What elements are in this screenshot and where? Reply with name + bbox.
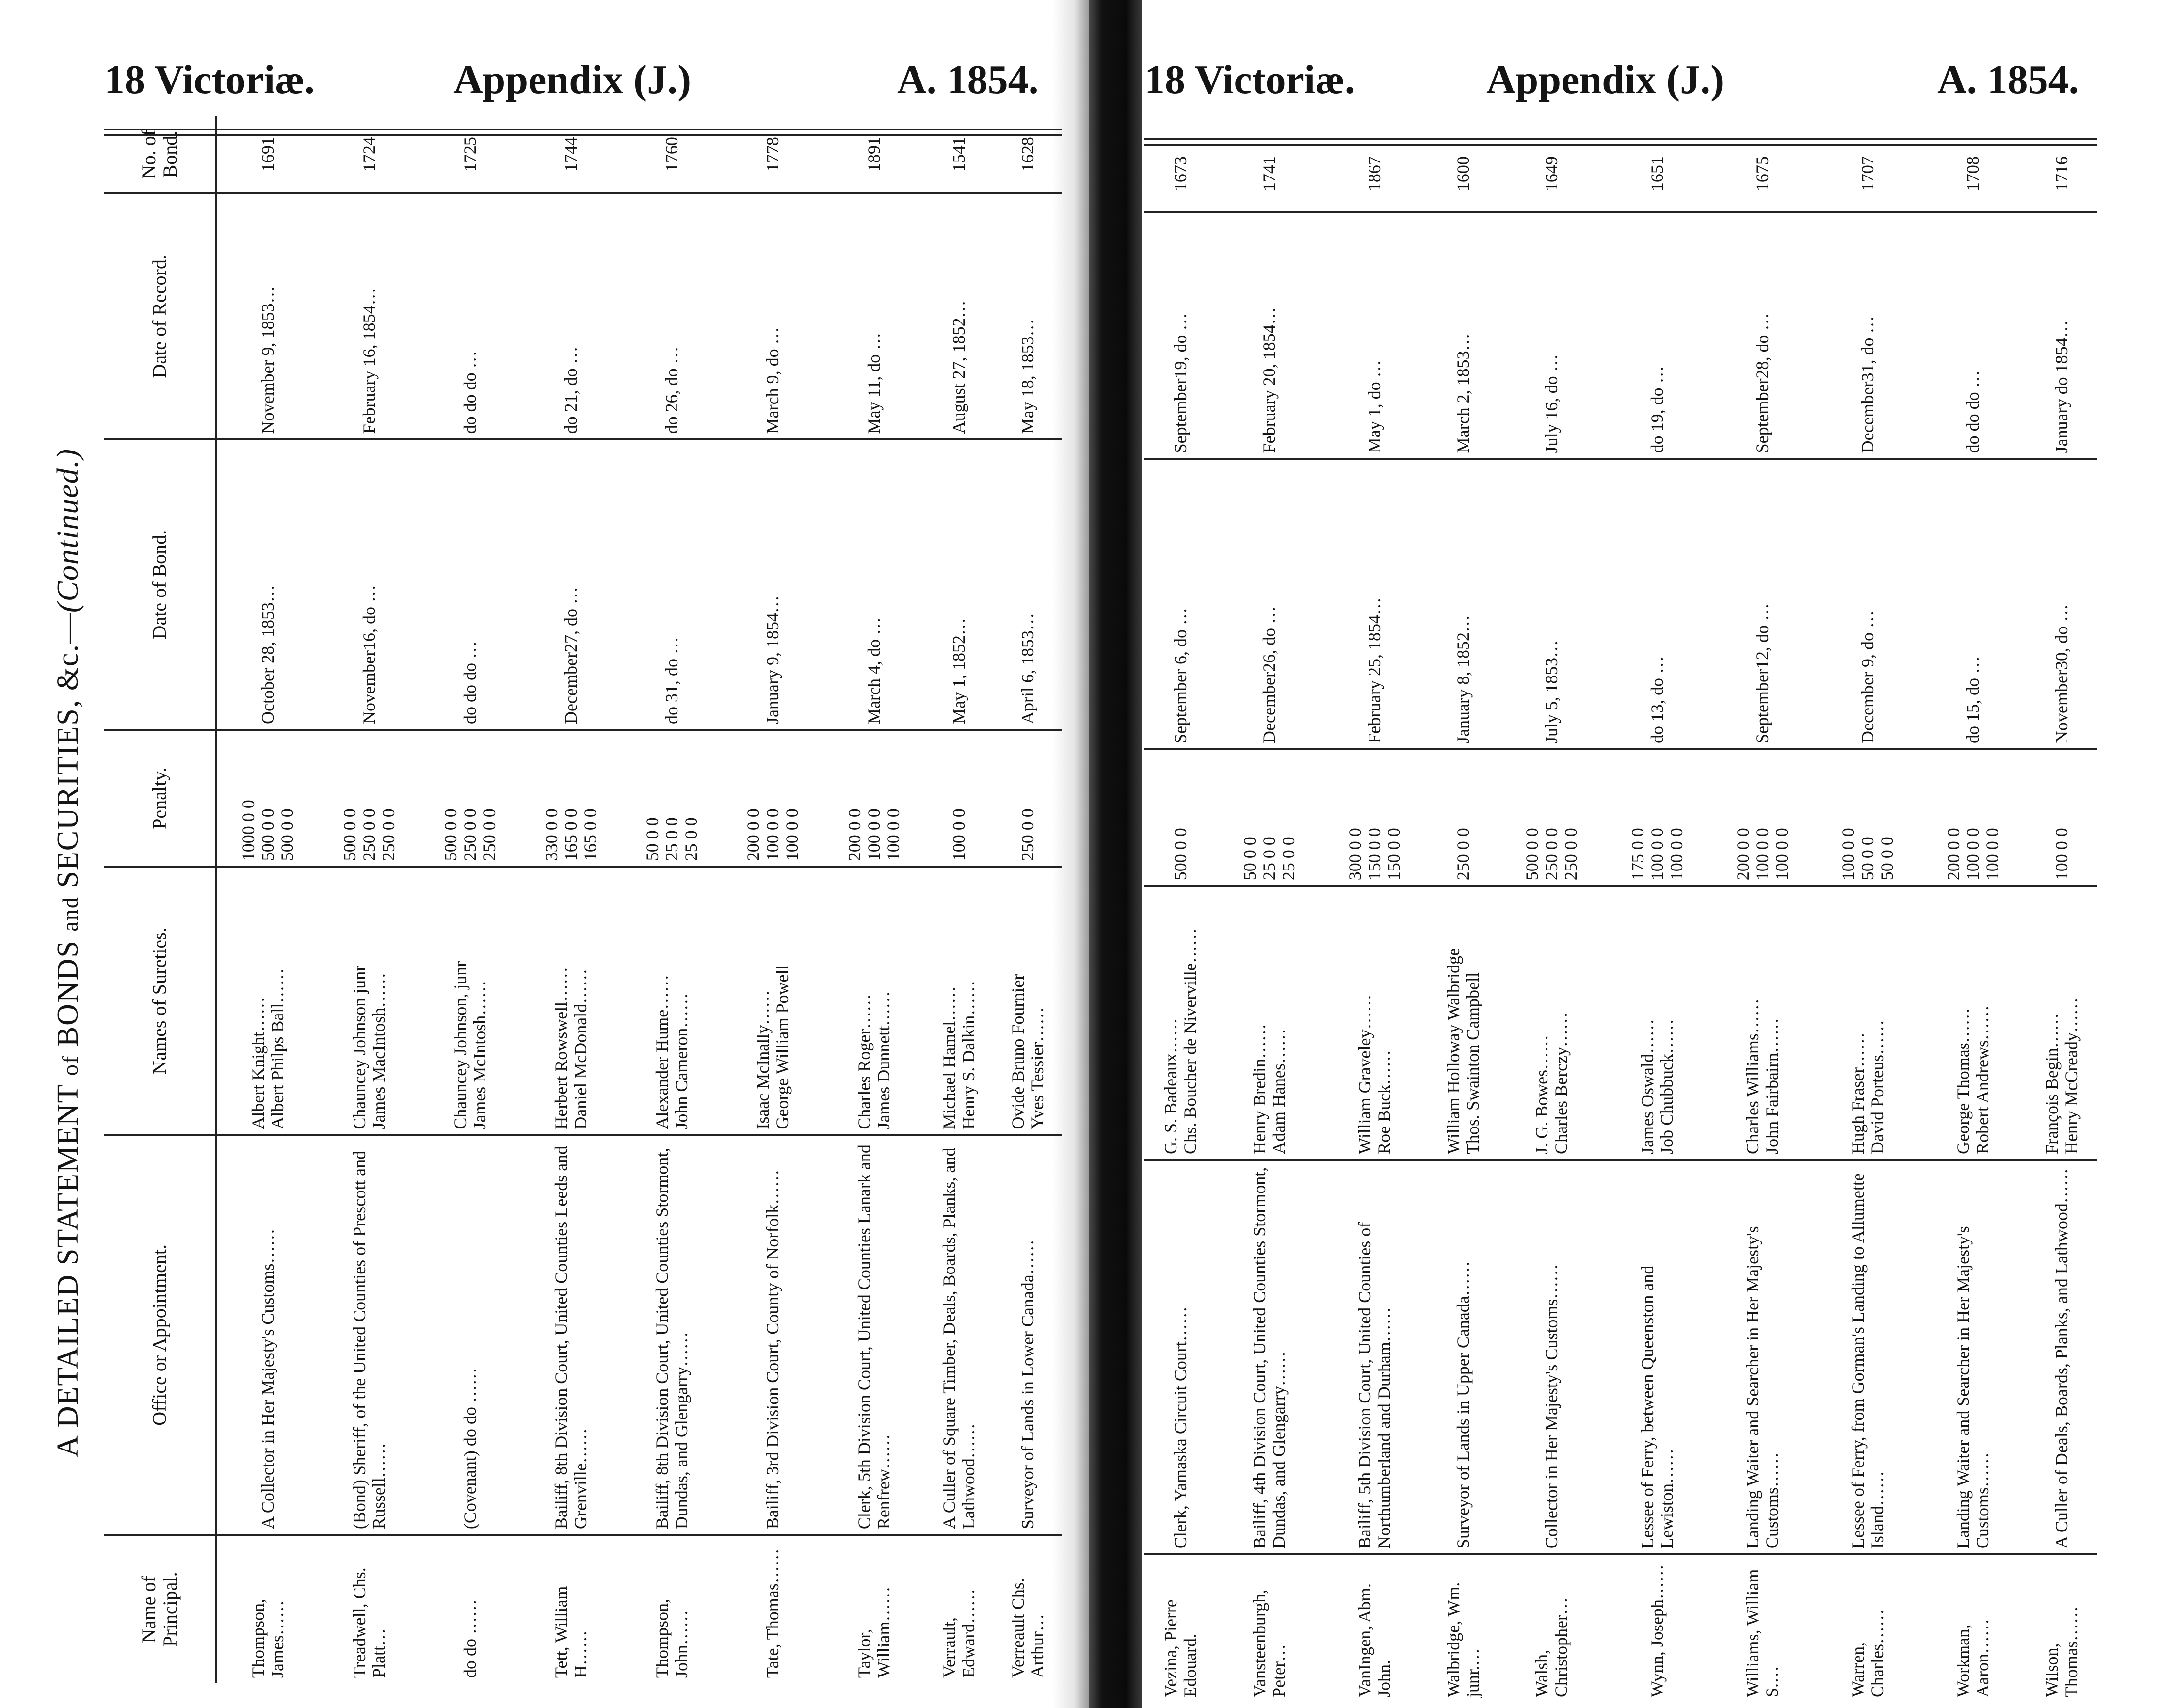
date-of-record: March 9, do … <box>722 193 823 439</box>
surety-name: James Oswald…… <box>1637 1018 1657 1154</box>
col-penalty: Penalty. <box>104 730 216 867</box>
penalty-amount: 150 0 0 <box>1364 828 1384 881</box>
penalty-amount: 200 0 0 <box>1733 828 1753 881</box>
office-appointment: (Bond) Sheriff, of the United Counties of Prescott and Russell…… <box>319 1135 419 1535</box>
col-date-bond: Date of Bond. <box>104 439 216 730</box>
penalty-amount: 100 0 0 <box>1752 828 1772 881</box>
penalty-amount: 200 0 0 <box>1944 828 1964 881</box>
date-of-bond: May 1, 1852… <box>924 439 993 730</box>
penalty-amount: 300 0 0 <box>1345 828 1365 881</box>
surety-name: Henry S. Dalkin…… <box>958 980 978 1129</box>
penalty-amount: 25 0 0 <box>1278 837 1298 881</box>
table-row <box>823 116 924 1683</box>
principal-name: Walbridge, Wm. junr.… <box>1427 1554 1499 1702</box>
penalty-amount: 100 0 0 <box>2051 828 2071 881</box>
surety-name: Chauncey Johnson junr <box>349 965 369 1129</box>
surety-name: George William Powell <box>773 965 792 1129</box>
penalty-amount: 500 0 0 <box>1171 828 1191 881</box>
date-of-bond: do 15, do … <box>1920 459 2026 749</box>
table-row <box>216 116 319 1683</box>
penalty-cell <box>216 730 319 867</box>
col-sureties: Names of Sureties. <box>104 867 216 1135</box>
date-of-record: September28, do … <box>1709 212 1815 459</box>
principal-name: Warren, Charles…… <box>1815 1554 1920 1702</box>
bond-number: 1600 <box>1453 156 1473 192</box>
date-of-bond: November16, do … <box>319 439 419 730</box>
penalty-amount: 25 0 0 <box>1259 837 1279 881</box>
bond-number: 1891 <box>864 137 884 172</box>
date-of-bond: do do do … <box>419 439 520 730</box>
penalty-amount: 250 0 0 <box>378 808 398 861</box>
sureties-cell <box>1427 886 1499 1160</box>
bond-number: 1716 <box>2051 156 2071 192</box>
table-row <box>621 116 722 1683</box>
right-header-session: 18 Victoriæ. <box>1144 57 1355 102</box>
principal-name: do do …… <box>419 1535 520 1683</box>
principal-name: Verrault, Edward…… <box>924 1535 993 1683</box>
date-of-record: do do do … <box>1920 212 2026 459</box>
statement-title: A DETAILED STATEMENT of BONDS and SECURITIES, &c.—(Continued.) <box>51 448 84 1457</box>
penalty-amount: 500 0 0 <box>1522 828 1542 881</box>
surety-name: James McIntosh…… <box>469 980 489 1129</box>
date-of-bond: December26, do … <box>1216 459 1321 749</box>
penalty-amount: 500 0 0 <box>277 808 297 861</box>
surety-name: John Fairbairn…… <box>1762 1017 1782 1154</box>
date-of-bond: do 31, do … <box>621 439 722 730</box>
date-of-record: May 11, do … <box>823 193 924 439</box>
table-row <box>1499 136 1604 1702</box>
table-row <box>520 116 621 1683</box>
penalty-cell <box>1144 749 1216 886</box>
sureties-cell <box>1216 886 1321 1160</box>
surety-name: Roe Buck…… <box>1374 1049 1394 1154</box>
penalty-amount: 25 0 0 <box>662 817 682 861</box>
right-header-year: A. 1854. <box>1937 57 2079 102</box>
table-row <box>1144 136 1216 1702</box>
office-appointment: Lessee of Ferry, from Gorman's Landing to Allumette Island…… <box>1815 1160 1920 1554</box>
office-appointment: Bailiff, 4th Division Court, United Counties Stormont, Dundas, and Glengarry…… <box>1216 1160 1321 1554</box>
penalty-amount: 500 0 0 <box>258 808 277 861</box>
table-row <box>2026 136 2097 1702</box>
book-spine <box>1089 0 1142 1708</box>
penalty-cell <box>621 730 722 867</box>
surety-name: Charles Roger…… <box>854 994 874 1129</box>
principal-name: Tett, William H…… <box>520 1535 621 1683</box>
table-row <box>319 116 419 1683</box>
sureties-cell <box>621 867 722 1135</box>
bond-number: 1741 <box>1259 156 1279 192</box>
sureties-cell <box>520 867 621 1135</box>
surety-name: James MacIntosh…… <box>369 972 388 1129</box>
penalty-cell <box>1499 749 1604 886</box>
sureties-cell <box>1920 886 2026 1160</box>
penalty-amount: 200 0 0 <box>844 808 864 861</box>
sureties-cell <box>924 867 993 1135</box>
date-of-bond: do 13, do … <box>1604 459 1709 749</box>
penalty-amount: 100 0 0 <box>1772 828 1791 881</box>
office-appointment: Collector in Her Majesty's Customs…… <box>1499 1160 1604 1554</box>
surety-name: Hugh Fraser…… <box>1848 1032 1868 1154</box>
date-of-record: do 21, do … <box>520 193 621 439</box>
penalty-amount: 200 0 0 <box>743 808 763 861</box>
penalty-cell <box>1604 749 1709 886</box>
date-of-record: August 27, 1852… <box>924 193 993 439</box>
penalty-amount: 50 0 0 <box>643 817 662 861</box>
date-of-bond: July 5, 1853… <box>1499 459 1604 749</box>
penalty-amount: 100 0 0 <box>1838 828 1858 881</box>
table-row <box>1709 136 1815 1702</box>
table-row <box>1427 136 1499 1702</box>
date-of-bond: January 9, 1854… <box>722 439 823 730</box>
principal-name: Thompson, John…… <box>621 1535 722 1683</box>
office-appointment: Lessee of Ferry, between Queenston and Lewiston…… <box>1604 1160 1709 1554</box>
office-appointment: Bailiff, 5th Division Court, United Counties of Northumberland and Durham…… <box>1321 1160 1427 1554</box>
date-of-record: February 16, 1854… <box>319 193 419 439</box>
date-of-record: January do 1854… <box>2026 212 2097 459</box>
surety-name: James Dunnett…… <box>873 991 893 1129</box>
office-appointment: A Culler of Deals, Boards, Planks, and Lathwood…… <box>2026 1160 2097 1554</box>
penalty-amount: 250 0 0 <box>1017 808 1037 861</box>
principal-name: Walsh, Christopher… <box>1499 1554 1604 1702</box>
penalty-cell <box>1427 749 1499 886</box>
penalty-cell <box>319 730 419 867</box>
bond-number: 1651 <box>1647 156 1667 192</box>
penalty-amount: 175 0 0 <box>1627 828 1647 881</box>
surety-name: John Cameron…… <box>672 993 692 1129</box>
penalty-cell <box>823 730 924 867</box>
sureties-cell <box>216 867 319 1135</box>
surety-name: Chauncey Johnson, junr <box>450 961 470 1129</box>
left-bonds-table-page <box>104 116 1062 1683</box>
office-appointment: Bailiff, 8th Division Court, United Counties Leeds and Grenville…… <box>520 1135 621 1535</box>
table-row <box>993 116 1062 1683</box>
penalty-amount: 1000 0 0 <box>238 800 258 861</box>
penalty-amount: 100 0 0 <box>949 808 968 861</box>
left-header-year: A. 1854. <box>897 57 1039 102</box>
table-header-row <box>104 116 216 1683</box>
bond-number: 1628 <box>1017 137 1037 172</box>
date-of-record: December31, do … <box>1815 212 1920 459</box>
bond-number: 1725 <box>460 137 480 172</box>
surety-name: G. S. Badeaux…… <box>1161 1018 1181 1154</box>
penalty-amount: 100 0 0 <box>1963 828 1983 881</box>
office-appointment: A Collector in Her Majesty's Customs…… <box>216 1135 319 1535</box>
bond-number: 1760 <box>662 137 682 172</box>
surety-name: Isaac McInally…… <box>753 990 773 1129</box>
office-appointment: Landing Waiter and Searcher in Her Majesty's Customs…… <box>1920 1160 2026 1554</box>
office-appointment: Surveyor of Lands in Upper Canada…… <box>1427 1160 1499 1554</box>
principal-name: Workman, Aaron…… <box>1920 1554 2026 1702</box>
office-appointment: (Covenant) do do …… <box>419 1135 520 1535</box>
date-of-bond: March 4, do … <box>823 439 924 730</box>
surety-name: Thos. Swainton Campbell <box>1463 972 1482 1154</box>
right-bonds-table <box>1144 136 2097 1702</box>
surety-name: Charles Williams…… <box>1742 999 1762 1154</box>
bond-number: 1691 <box>258 137 277 172</box>
sureties-cell <box>1709 886 1815 1160</box>
principal-name: Thompson, James…… <box>216 1535 319 1683</box>
principal-name: Wilson, Thomas…… <box>2026 1554 2097 1702</box>
col-office: Office or Appointment. <box>104 1135 216 1535</box>
penalty-amount: 500 0 0 <box>440 808 460 861</box>
penalty-amount: 100 0 0 <box>763 808 783 861</box>
penalty-amount: 100 0 0 <box>1982 828 2002 881</box>
penalty-amount: 250 0 0 <box>1542 828 1562 881</box>
surety-name: Henry Bredin…… <box>1249 1023 1269 1154</box>
bond-number: 1675 <box>1752 156 1772 192</box>
date-of-bond: February 25, 1854… <box>1321 459 1427 749</box>
penalty-cell <box>1709 749 1815 886</box>
date-of-record: November 9, 1853… <box>216 193 319 439</box>
office-appointment: Landing Waiter and Searcher in Her Majesty's Customs…… <box>1709 1160 1815 1554</box>
penalty-amount: 100 0 0 <box>782 808 802 861</box>
sureties-cell <box>722 867 823 1135</box>
office-appointment: Bailiff, 8th Division Court, United Counties Stormont, Dundas, and Glengarry…… <box>621 1135 722 1535</box>
date-of-record: do 19, do … <box>1604 212 1709 459</box>
date-of-record: February 20, 1854… <box>1216 212 1321 459</box>
principal-name: Verreault Chs. Arthur… <box>993 1535 1062 1683</box>
office-appointment: Clerk, 5th Division Court, United Counties Lanark and Renfrew…… <box>823 1135 924 1535</box>
surety-name: William Graveley…… <box>1354 994 1374 1154</box>
sureties-cell <box>1499 886 1604 1160</box>
date-of-bond: September12, do … <box>1709 459 1815 749</box>
sureties-cell <box>823 867 924 1135</box>
date-of-bond: December 9, do … <box>1815 459 1920 749</box>
penalty-amount: 330 0 0 <box>542 808 561 861</box>
date-of-record: May 18, 1853… <box>993 193 1062 439</box>
date-of-record: September19, do … <box>1144 212 1216 459</box>
col-principal: Name of Principal. <box>104 1535 216 1683</box>
surety-name: Robert Andrews…… <box>1973 1005 1993 1154</box>
principal-name: Vansteenburgh, Peter… <box>1216 1554 1321 1702</box>
sureties-cell <box>419 867 520 1135</box>
surety-name: Chs. Boucher de Niverville…… <box>1180 928 1200 1154</box>
surety-name: François Begin…… <box>2042 1013 2062 1154</box>
principal-name: VanIngen, Abm. John. <box>1321 1554 1427 1702</box>
surety-name: Alexander Hume…… <box>652 974 672 1129</box>
principal-name: Williams, William S.… <box>1709 1554 1815 1702</box>
surety-name: William Holloway Walbridge <box>1443 948 1463 1154</box>
table-row <box>1321 136 1427 1702</box>
bond-number: 1867 <box>1364 156 1384 192</box>
col-date-record: Date of Record. <box>104 193 216 439</box>
bond-number: 1708 <box>1963 156 1983 192</box>
surety-name: Job Chubbuck…… <box>1657 1018 1676 1154</box>
penalty-amount: 150 0 0 <box>1384 828 1403 881</box>
bond-number: 1541 <box>949 137 968 172</box>
table-row <box>722 116 823 1683</box>
office-appointment: Bailiff, 3rd Division Court, County of Norfolk…… <box>722 1135 823 1535</box>
table-row <box>1604 136 1709 1702</box>
surety-name: Daniel McDonald…… <box>571 968 590 1129</box>
bond-number: 1707 <box>1857 156 1877 192</box>
table-row <box>1815 136 1920 1702</box>
penalty-cell <box>520 730 621 867</box>
date-of-bond: November30, do … <box>2026 459 2097 749</box>
penalty-amount: 250 0 0 <box>460 808 480 861</box>
penalty-cell <box>1920 749 2026 886</box>
penalty-amount: 50 0 0 <box>1240 837 1259 881</box>
penalty-cell <box>722 730 823 867</box>
penalty-cell <box>2026 749 2097 886</box>
table-row <box>1216 136 1321 1702</box>
surety-name: David Porteus…… <box>1867 1019 1887 1154</box>
surety-name: Adam Hanes…… <box>1269 1028 1289 1154</box>
table-row <box>419 116 520 1683</box>
bond-number: 1649 <box>1542 156 1562 192</box>
surety-name: Charles Berczy…… <box>1551 1012 1571 1154</box>
date-of-record: May 1, do … <box>1321 212 1427 459</box>
date-of-record: March 2, 1853… <box>1427 212 1499 459</box>
office-appointment: A Culler of Square Timber, Deals, Boards, Planks, and Lathwood…… <box>924 1135 993 1535</box>
surety-name: Albert Knight…… <box>248 997 268 1129</box>
right-bonds-table-page <box>1144 136 2097 1702</box>
penalty-cell <box>419 730 520 867</box>
penalty-amount: 500 0 0 <box>339 808 359 861</box>
date-of-record: July 16, do … <box>1499 212 1604 459</box>
penalty-amount: 100 0 0 <box>864 808 884 861</box>
sureties-cell <box>993 867 1062 1135</box>
penalty-amount: 250 0 0 <box>479 808 499 861</box>
surety-name: Michael Hamel…… <box>939 986 959 1129</box>
surety-name: Henry McCready…… <box>2061 998 2081 1154</box>
date-of-record: do do do … <box>419 193 520 439</box>
principal-name: Vezina, Pierre Edouard. <box>1144 1554 1216 1702</box>
date-of-bond: September 6, do … <box>1144 459 1216 749</box>
penalty-amount: 250 0 0 <box>359 808 379 861</box>
penalty-cell <box>924 730 993 867</box>
penalty-amount: 25 0 0 <box>681 817 701 861</box>
bond-number: 1724 <box>359 137 379 172</box>
table-row <box>924 116 993 1683</box>
penalty-amount: 100 0 0 <box>883 808 903 861</box>
penalty-amount: 165 0 0 <box>561 808 580 861</box>
penalty-amount: 250 0 0 <box>1561 828 1581 881</box>
bond-number: 1778 <box>763 137 783 172</box>
sureties-cell <box>1144 886 1216 1160</box>
left-header-appendix: Appendix (J.) <box>453 57 692 102</box>
principal-name: Treadwell, Chs. Platt… <box>319 1535 419 1683</box>
penalty-amount: 50 0 0 <box>1857 837 1877 881</box>
penalty-amount: 50 0 0 <box>1877 837 1897 881</box>
sureties-cell <box>1604 886 1709 1160</box>
bond-number: 1744 <box>561 137 580 172</box>
table-row <box>1920 136 2026 1702</box>
sureties-cell <box>2026 886 2097 1160</box>
penalty-cell <box>993 730 1062 867</box>
right-header-appendix: Appendix (J.) <box>1486 57 1724 102</box>
date-of-bond: December27, do … <box>520 439 621 730</box>
left-header-session: 18 Victoriæ. <box>104 57 315 102</box>
surety-name: Yves Tessier…… <box>1027 1007 1047 1129</box>
penalty-amount: 165 0 0 <box>580 808 600 861</box>
surety-name: Albert Philps Ball…… <box>267 968 287 1129</box>
sureties-cell <box>1815 886 1920 1160</box>
sureties-cell <box>1321 886 1427 1160</box>
principal-name: Wynn, Joseph…… <box>1604 1554 1709 1702</box>
col-bond-no: No. of Bond. <box>104 116 216 193</box>
penalty-amount: 100 0 0 <box>1666 828 1686 881</box>
penalty-cell <box>1321 749 1427 886</box>
surety-name: Herbert Rowswell…… <box>551 967 571 1129</box>
penalty-amount: 250 0 0 <box>1453 828 1473 881</box>
principal-name: Taylor, William…… <box>823 1535 924 1683</box>
surety-name: Ovide Bruno Fournier <box>1008 974 1028 1129</box>
penalty-cell <box>1216 749 1321 886</box>
surety-name: George Thomas…… <box>1953 1008 1973 1154</box>
date-of-record: do 26, do … <box>621 193 722 439</box>
date-of-bond: October 28, 1853… <box>216 439 319 730</box>
office-appointment: Clerk, Yamaska Circuit Court…… <box>1144 1160 1216 1554</box>
sureties-cell <box>319 867 419 1135</box>
penalty-cell <box>1815 749 1920 886</box>
office-appointment: Surveyor of Lands in Lower Canada…… <box>993 1135 1062 1535</box>
date-of-bond: January 8, 1852… <box>1427 459 1499 749</box>
left-bonds-table <box>104 116 1062 1683</box>
bond-number: 1673 <box>1171 156 1191 192</box>
principal-name: Tate, Thomas…… <box>722 1535 823 1683</box>
surety-name: J. G. Bowes…… <box>1532 1034 1552 1154</box>
date-of-bond: April 6, 1853… <box>993 439 1062 730</box>
penalty-amount: 100 0 0 <box>1647 828 1667 881</box>
